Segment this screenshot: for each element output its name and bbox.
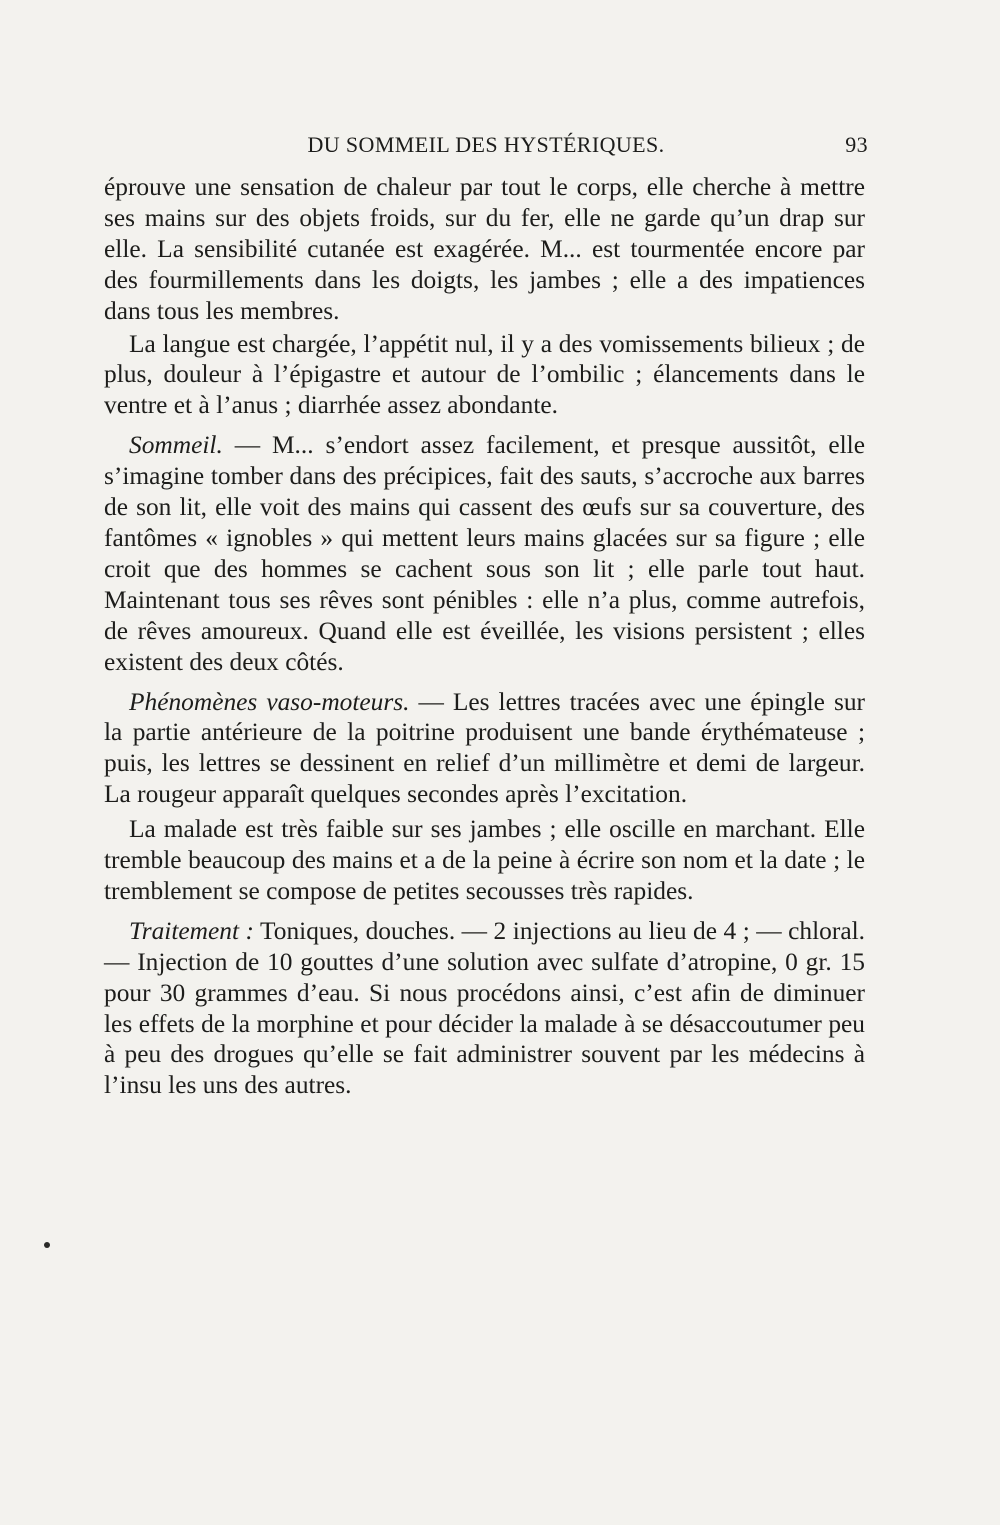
paragraph-text: Toniques, douches. — 2 injections au lieu de 4 ; — chloral. — Injection de 10 gouttes d’une solution avec sulfate d’atropine, 0 gr. 15 pour 30 grammes d’eau. Si nous procédons ainsi, c’est afin de diminuer les effets de la morphine et pour décider la malade à se désaccoutumer peu à peu des drogues qu’elle se fait administrer souvent par les médecins à l’insu les uns des autres. [104, 916, 865, 1100]
paragraph-traitement [104, 916, 865, 1101]
body-text [104, 172, 865, 1101]
page-number: 93 [845, 132, 868, 157]
paragraph-symptoms [104, 329, 865, 422]
paragraph-malade [104, 814, 865, 907]
paragraph-vaso-moteurs [104, 687, 865, 811]
paragraph-text: éprouve une sensation de chaleur par tout le corps, elle cherche à mettre ses mains sur des objets froids, sur du fer, elle ne garde qu’un drap sur elle. La sensibilité cutanée est exagérée. M... est tourmentée encore par des fourmillements dans les doigts, les jambes ; elle a des impatiences dans tous les membres. [104, 173, 865, 325]
running-title: DU SOMMEIL DES HYSTÉRIQUES. [307, 132, 665, 157]
ink-dot [44, 1242, 50, 1248]
paragraph-text: — M... s’endort assez facilement, et presque aussitôt, elle s’imagine tomber dans des précipices, fait des sauts, s’accroche aux barres de son lit, elle voit des mains qui cassent des œufs sur sa couverture, des fantômes « ignobles » qui mettent leurs mains glacées sur sa figure ; elle croit que des hommes se cachent sous son lit ; elle parle tout haut. Maintenant tous ses rêves sont pénibles : elle n’a plus, comme autrefois, de rêves amoureux. Quand elle est éveillée, les visions persistent ; elles existent des deux côtés. [104, 431, 865, 676]
paragraph-sommeil [104, 430, 865, 677]
paragraph-text: La malade est très faible sur ses jambes ; elle oscille en marchant. Elle tremble beaucoup des mains et a de la peine à écrire son nom et la date ; le tremblement se compose de petites secousses très rapides. [104, 815, 865, 905]
paragraph-lead-traitement: Traitement : [129, 916, 254, 945]
paragraph-text: La langue est chargée, l’appétit nul, il y a des vomissements bilieux ; de plus, douleur à l’épigastre et autour de l’ombilic ; élancements dans le ventre et à l’anus ; diarrhée assez abondante. [104, 329, 865, 420]
paragraph-lead-vaso-moteurs: Phénomènes vaso-moteurs. [129, 687, 410, 716]
paragraph-continuation [104, 172, 865, 327]
running-header [104, 132, 868, 162]
paragraph-lead-sommeil: Sommeil. [129, 431, 223, 460]
paragraph-text: — Les lettres tracées avec une épingle sur la partie antérieure de la poitrine produisent une bande érythémateuse ; puis, les lettres se dessinent en relief d’un millimètre et demi de largeur. La rougeur apparaît quelques secondes après l’excitation. [104, 687, 865, 809]
